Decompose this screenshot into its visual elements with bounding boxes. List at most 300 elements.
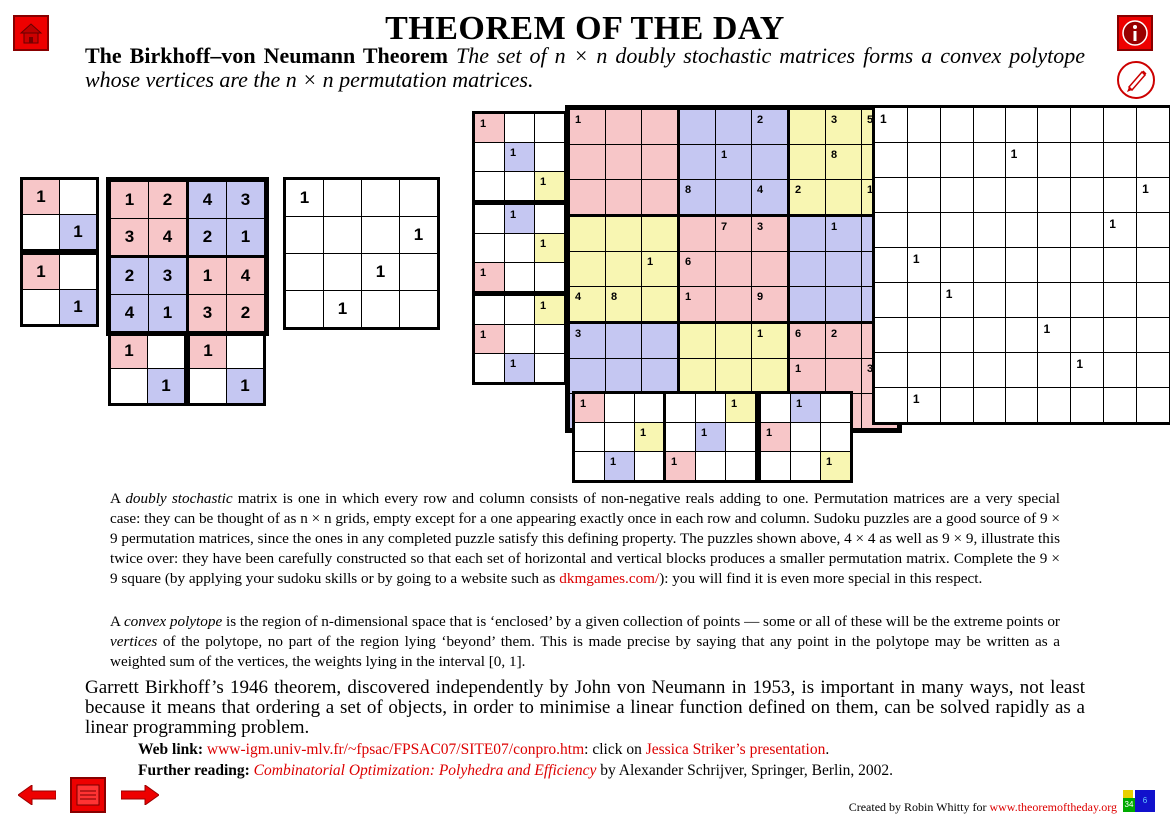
web-link-url[interactable]: www-igm.univ-mlv.fr/~fpsac/FPSAC07/SITE07/conpro.htm — [206, 741, 585, 758]
grid-cell — [1005, 388, 1038, 423]
grid-cell — [475, 234, 505, 263]
grid-cell — [826, 359, 862, 394]
grid-cell — [569, 180, 606, 216]
sudoku9-grid — [567, 107, 900, 431]
grid-cell — [940, 178, 973, 213]
grid-cell — [789, 216, 826, 252]
grid-cell — [505, 325, 535, 354]
theorem-text: The set of n × n doubly stochastic matrices forms a convex polytope whose vertices are the n × n permutation matrices. — [85, 43, 1086, 92]
grid-cell — [535, 325, 565, 354]
info-icon — [1119, 17, 1151, 49]
grid-cell: 1 — [752, 323, 789, 359]
badge-small: 6 — [1135, 790, 1155, 812]
grid-cell — [1005, 178, 1038, 213]
grid-cell: 1 — [642, 252, 679, 287]
edit-button[interactable] — [1117, 61, 1155, 99]
grid-cell — [362, 180, 400, 217]
grid-cell — [826, 180, 862, 216]
grid-cell — [875, 318, 908, 353]
paragraph-doubly-stochastic — [110, 489, 1060, 589]
home-button-footer[interactable] — [70, 777, 106, 813]
grid-cell: 7 — [716, 216, 752, 252]
small2-b-grid — [22, 254, 97, 325]
grid-cell — [286, 217, 324, 254]
badge-top — [1123, 790, 1133, 798]
grid-cell — [940, 248, 973, 283]
left3-b-grid — [474, 204, 565, 292]
grid-cell — [1137, 213, 1170, 248]
grid-cell: 8 — [679, 180, 716, 216]
term-convex-polytope: convex polytope — [123, 613, 223, 630]
grid-cell: 6 — [679, 252, 716, 287]
grid-cell — [606, 145, 642, 180]
text: A — [110, 613, 124, 630]
grid-cell — [907, 213, 940, 248]
grid-cell — [789, 145, 826, 180]
text: ): you will find it is even more special in this respect. — [659, 570, 983, 587]
grid-cell — [1137, 143, 1170, 178]
grid-cell — [605, 423, 635, 452]
further-reading-label: Further reading: — [138, 762, 250, 779]
grid-cell — [1104, 318, 1137, 353]
grid-cell — [642, 323, 679, 359]
grid-cell — [505, 263, 535, 292]
grid-cell: 1 — [60, 290, 97, 325]
credit-text: Created by Robin Whitty for — [848, 800, 990, 814]
grid-cell — [190, 369, 227, 404]
grid-cell — [475, 172, 505, 201]
grid-cell — [475, 205, 505, 234]
grid-cell — [726, 423, 756, 452]
grid-cell: 4 — [110, 295, 149, 333]
grid-cell — [1005, 108, 1038, 143]
grid-cell — [716, 323, 752, 359]
grid-cell: 3 — [862, 359, 899, 394]
grid-cell: 1 — [111, 334, 148, 369]
grid-cell — [821, 394, 851, 423]
grid-cell — [716, 359, 752, 394]
book-title-link[interactable]: Combinatorial Optimization: Polyhedra and Efficiency — [253, 762, 597, 779]
sudoku4-grid — [108, 179, 267, 334]
grid-cell — [1038, 388, 1071, 423]
site-link[interactable]: www.theoremoftheday.org — [989, 800, 1117, 814]
grid-cell — [1104, 143, 1137, 178]
grid-cell — [1038, 353, 1071, 388]
grid-cell: 1 — [535, 172, 565, 201]
grid-cell — [1005, 248, 1038, 283]
grid-cell: 1 — [227, 369, 264, 404]
grid-cell: 1 — [505, 354, 535, 383]
grid-cell: 1 — [505, 143, 535, 172]
grid-cell — [875, 143, 908, 178]
grid-cell — [679, 323, 716, 359]
grid-cell — [535, 114, 565, 143]
grid-cell — [1071, 178, 1104, 213]
grid-cell — [907, 178, 940, 213]
grid-cell: 1 — [875, 108, 908, 143]
text: by Alexander Schrijver, Springer, Berlin, 2002. — [596, 762, 894, 779]
grid-cell — [23, 215, 60, 250]
grid-cell — [940, 318, 973, 353]
grid-cell — [1005, 353, 1038, 388]
grid-cell: 1 — [907, 388, 940, 423]
grid-cell — [875, 178, 908, 213]
grid-cell — [666, 394, 696, 423]
grid-cell — [1137, 283, 1170, 318]
theorem-thumbnail-icon — [72, 779, 104, 811]
grid-cell — [606, 109, 642, 145]
grid-cell — [1038, 178, 1071, 213]
grid-cell — [1071, 248, 1104, 283]
grid-cell — [761, 394, 791, 423]
next-arrow-icon[interactable] — [121, 785, 159, 805]
grid-cell — [875, 388, 908, 423]
grid-cell: 4 — [149, 219, 188, 257]
grid-cell — [324, 254, 362, 291]
grid-cell — [642, 287, 679, 323]
grid-cell: 1 — [475, 325, 505, 354]
grid-cell: 1 — [1104, 213, 1137, 248]
grid-cell — [875, 248, 908, 283]
grid-cell — [679, 109, 716, 145]
grid-cell — [696, 452, 726, 481]
grid-cell — [875, 213, 908, 248]
grid-cell — [1005, 213, 1038, 248]
grid-cell: 3 — [826, 109, 862, 145]
paragraph-history: Garrett Birkhoff’s 1946 theorem, discovered independently by John von Neumann in 1953, is important in many ways, not least because it means that ordering a set of objects, in order to minimise a linear function defined on them, can be solved rapidly as a linear programming problem. — [85, 677, 1085, 738]
grid-cell: 2 — [110, 257, 149, 295]
grid-cell: 1 — [505, 205, 535, 234]
grid-cell: 1 — [475, 263, 505, 292]
grid-cell: 1 — [475, 114, 505, 143]
grid-cell — [60, 180, 97, 215]
grid-cell — [973, 143, 1005, 178]
grid-cell: 1 — [148, 369, 185, 404]
grid-cell — [1137, 108, 1170, 143]
grid-cell — [1005, 283, 1038, 318]
grid-cell — [826, 252, 862, 287]
grid-cell — [726, 452, 756, 481]
grid-cell — [569, 252, 606, 287]
grid-cell — [535, 354, 565, 383]
grid-cell: 4 — [569, 287, 606, 323]
grid-cell — [696, 394, 726, 423]
grid-cell — [535, 143, 565, 172]
grid-cell — [789, 252, 826, 287]
grid-cell — [148, 334, 185, 369]
grid-cell: 1 — [907, 248, 940, 283]
grid-cell — [535, 263, 565, 292]
grid-cell — [1071, 388, 1104, 423]
grid-cell — [716, 180, 752, 216]
grid-cell — [60, 255, 97, 290]
grid-cell: 1 — [826, 216, 862, 252]
grid-cell — [821, 423, 851, 452]
grid-cell — [1071, 318, 1104, 353]
grid-cell: 8 — [606, 287, 642, 323]
left3-a-grid — [474, 113, 565, 201]
grid-cell — [973, 388, 1005, 423]
grid-cell — [324, 180, 362, 217]
further-reading-line — [138, 762, 1038, 780]
grid-cell: 1 — [23, 180, 60, 215]
grid-cell: 2 — [826, 323, 862, 359]
grid-cell — [679, 145, 716, 180]
small2-c-grid — [110, 333, 185, 404]
grid-cell — [940, 143, 973, 178]
grid-cell — [826, 287, 862, 323]
term-vertices: vertices — [110, 633, 158, 650]
grid-cell — [907, 108, 940, 143]
grid-cell: 4 — [227, 257, 266, 295]
grid-cell: 1 — [1137, 178, 1170, 213]
text: : click on — [584, 741, 646, 758]
grid-cell: 8 — [826, 145, 862, 180]
grid-cell — [605, 394, 635, 423]
grid-cell — [635, 452, 665, 481]
previous-arrow-icon[interactable] — [18, 785, 56, 805]
grid-cell — [475, 354, 505, 383]
grid-cell — [789, 109, 826, 145]
grid-cell — [505, 114, 535, 143]
grid-cell — [475, 296, 505, 325]
grid-cell — [940, 108, 973, 143]
grid-cell — [1071, 213, 1104, 248]
grid-cell: 1 — [60, 215, 97, 250]
left3-c-grid — [474, 295, 565, 383]
grid-cell — [569, 359, 606, 394]
grid-cell: 9 — [752, 287, 789, 323]
grid-cell — [505, 234, 535, 263]
grid-cell: 1 — [635, 423, 665, 452]
web-link-label: Web link: — [138, 741, 204, 758]
grid-cell — [940, 388, 973, 423]
grid-cell: 3 — [569, 323, 606, 359]
grid-cell — [1137, 248, 1170, 283]
grid-cell — [1071, 143, 1104, 178]
text: is the region of n-dimensional space that is ‘enclosed’ by a given collection of points — some or all of these will be the extreme points or — [222, 613, 1060, 630]
grid-cell — [362, 291, 400, 328]
grid-cell — [23, 290, 60, 325]
grid-cell — [791, 452, 821, 481]
grid-cell: 4 — [188, 181, 227, 219]
presentation-link[interactable]: Jessica Striker’s presentation — [645, 741, 826, 758]
grid-cell: 1 — [190, 334, 227, 369]
grid-cell — [400, 180, 438, 217]
theorem-name: The Birkhoff–von Neumann Theorem — [85, 43, 449, 68]
grid-cell — [286, 254, 324, 291]
text: A — [110, 490, 126, 507]
grid-cell: 1 — [400, 217, 438, 254]
grid-cell: 3 — [149, 257, 188, 295]
text: . — [825, 741, 830, 758]
grid-cell — [973, 178, 1005, 213]
grid-cell — [907, 318, 940, 353]
badge-number: 34 — [1123, 798, 1135, 812]
grid-cell: 3 — [188, 295, 227, 333]
grid-cell — [642, 109, 679, 145]
grid-cell — [505, 296, 535, 325]
grid-cell — [907, 143, 940, 178]
grid-cell: 3 — [752, 216, 789, 252]
grid-cell: 2 — [188, 219, 227, 257]
grid-cell: 1 — [535, 296, 565, 325]
grid-cell: 1 — [862, 180, 899, 216]
bottom3-c-grid — [760, 393, 851, 481]
grid-cell — [475, 143, 505, 172]
grid-cell — [400, 254, 438, 291]
grid-cell: 2 — [149, 181, 188, 219]
grid-cell — [1104, 178, 1137, 213]
grid-cell — [716, 287, 752, 323]
grid-cell: 3 — [227, 181, 266, 219]
grid-cell — [679, 216, 716, 252]
grid-cell — [111, 369, 148, 404]
grid-cell — [569, 216, 606, 252]
grid-cell — [642, 145, 679, 180]
grid-cell: 4 — [752, 180, 789, 216]
grid-cell — [907, 283, 940, 318]
grid-cell — [679, 359, 716, 394]
theorem-number-badge — [1123, 790, 1155, 812]
grid-cell: 1 — [940, 283, 973, 318]
grid-cell: 1 — [1071, 353, 1104, 388]
grid-cell — [362, 217, 400, 254]
grid-cell: 1 — [535, 234, 565, 263]
grid-cell — [973, 283, 1005, 318]
grid-cell: 1 — [821, 452, 851, 481]
grid-cell: 3 — [110, 219, 149, 257]
grid-cell — [1104, 388, 1137, 423]
grid-cell — [761, 452, 791, 481]
bottom3-b-grid — [665, 393, 756, 481]
info-button[interactable] — [1117, 15, 1153, 51]
grid-cell — [752, 359, 789, 394]
grid-cell: 1 — [569, 109, 606, 145]
grid-cell — [1005, 318, 1038, 353]
theorem-statement — [85, 44, 1085, 92]
grid-cell: 1 — [23, 255, 60, 290]
grid-cell — [1137, 388, 1170, 423]
small2-a-grid — [22, 179, 97, 250]
grid-cell — [606, 180, 642, 216]
grid-cell — [973, 248, 1005, 283]
grid-cell: 1 — [324, 291, 362, 328]
pencil-icon — [1119, 63, 1153, 97]
grid-cell — [569, 145, 606, 180]
grid-cell — [642, 216, 679, 252]
web-link-line — [138, 741, 1038, 759]
grid-cell: 1 — [726, 394, 756, 423]
grid-cell — [642, 359, 679, 394]
grid-cell — [606, 323, 642, 359]
grid-cell: 2 — [752, 109, 789, 145]
grid-cell — [1038, 283, 1071, 318]
grid-cell — [535, 205, 565, 234]
grid-cell: 1 — [605, 452, 635, 481]
grid-cell: 2 — [227, 295, 266, 333]
paragraph-convex-polytope — [110, 612, 1060, 672]
grid-cell — [400, 291, 438, 328]
grid-cell — [575, 452, 605, 481]
grid-cell — [973, 213, 1005, 248]
grid-cell: 1 — [761, 423, 791, 452]
grid-cell — [1038, 248, 1071, 283]
grid-cell: 1 — [666, 452, 696, 481]
grid-cell — [227, 334, 264, 369]
grid-cell: 1 — [789, 359, 826, 394]
text: matrix is one in which every row and column consists of non-negative reals adding to one. Permutation matrices are a very special case: they can be thought of as n × n grids, empty except for a one appearing exactly once in each row and column. Sudoku puzzles are a good source of 9 × 9 permutation matrices, since the ones in any completed puzzle satisfy this defining property. The puzzles shown above, 4 × 4 as well as 9 × 9, illustrate this twice over: they have been carefully constructed so that each set of horizontal and vertical blocks produces a smaller permutation matrix. Complete the 9 × 9 square (by applying your sudoku skills or by going to a website such as — [110, 490, 1061, 587]
grid-cell: 1 — [149, 295, 188, 333]
grid-cell — [875, 353, 908, 388]
grid-cell — [635, 394, 665, 423]
grid-cell — [1104, 353, 1137, 388]
grid-cell: 1 — [791, 394, 821, 423]
grid-cell — [1071, 108, 1104, 143]
grid-cell — [606, 252, 642, 287]
perm9-grid — [874, 107, 1170, 423]
grid-cell — [1038, 213, 1071, 248]
grid-cell — [973, 108, 1005, 143]
grid-cell — [575, 423, 605, 452]
grid-cell — [1137, 353, 1170, 388]
grid-cell: 1 — [575, 394, 605, 423]
grid-cell: 1 — [110, 181, 149, 219]
grid-cell: 1 — [362, 254, 400, 291]
grid-cell — [1104, 283, 1137, 318]
grid-cell — [1104, 108, 1137, 143]
grid-cell: 1 — [696, 423, 726, 452]
grid-cell: 1 — [1005, 143, 1038, 178]
grid-cell — [973, 353, 1005, 388]
grid-cell — [606, 359, 642, 394]
grid-cell — [642, 180, 679, 216]
grid-cell — [716, 109, 752, 145]
grid-cell: 1 — [716, 145, 752, 180]
text: of the polytope, no part of the region lying ‘beyond’ them. This is made precise by saying that any point in the polytope may be written as a weighted sum of the vertices, the weights lying in the interval [0, 1]. — [110, 633, 1060, 670]
grid-cell — [791, 423, 821, 452]
grid-cell: 6 — [789, 323, 826, 359]
term-doubly-stochastic: doubly stochastic — [125, 490, 233, 507]
grid-cell: 1 — [286, 180, 324, 217]
grid-cell: 1 — [188, 257, 227, 295]
grid-cell: 5 — [862, 109, 899, 145]
grid-cell — [940, 213, 973, 248]
grid-cell — [666, 423, 696, 452]
home-icon — [15, 17, 47, 49]
grid-cell — [1038, 108, 1071, 143]
grid-cell: 2 — [789, 180, 826, 216]
grid-cell — [505, 172, 535, 201]
grid-cell: 1 — [1038, 318, 1071, 353]
grid-cell — [324, 217, 362, 254]
home-button[interactable] — [13, 15, 49, 51]
grid-cell — [1137, 318, 1170, 353]
grid-cell — [973, 318, 1005, 353]
grid-cell: 1 — [227, 219, 266, 257]
dkmgames-link[interactable]: dkmgames.com/ — [559, 570, 660, 587]
credit-line — [849, 800, 1117, 815]
grid-cell — [1104, 248, 1137, 283]
bottom3-a-grid — [574, 393, 665, 481]
small2-d-grid — [189, 333, 264, 404]
grid-cell — [716, 252, 752, 287]
grid-cell — [940, 353, 973, 388]
grid-cell — [1071, 283, 1104, 318]
grid-cell — [606, 216, 642, 252]
grid-cell — [907, 353, 940, 388]
grid-cell — [752, 145, 789, 180]
